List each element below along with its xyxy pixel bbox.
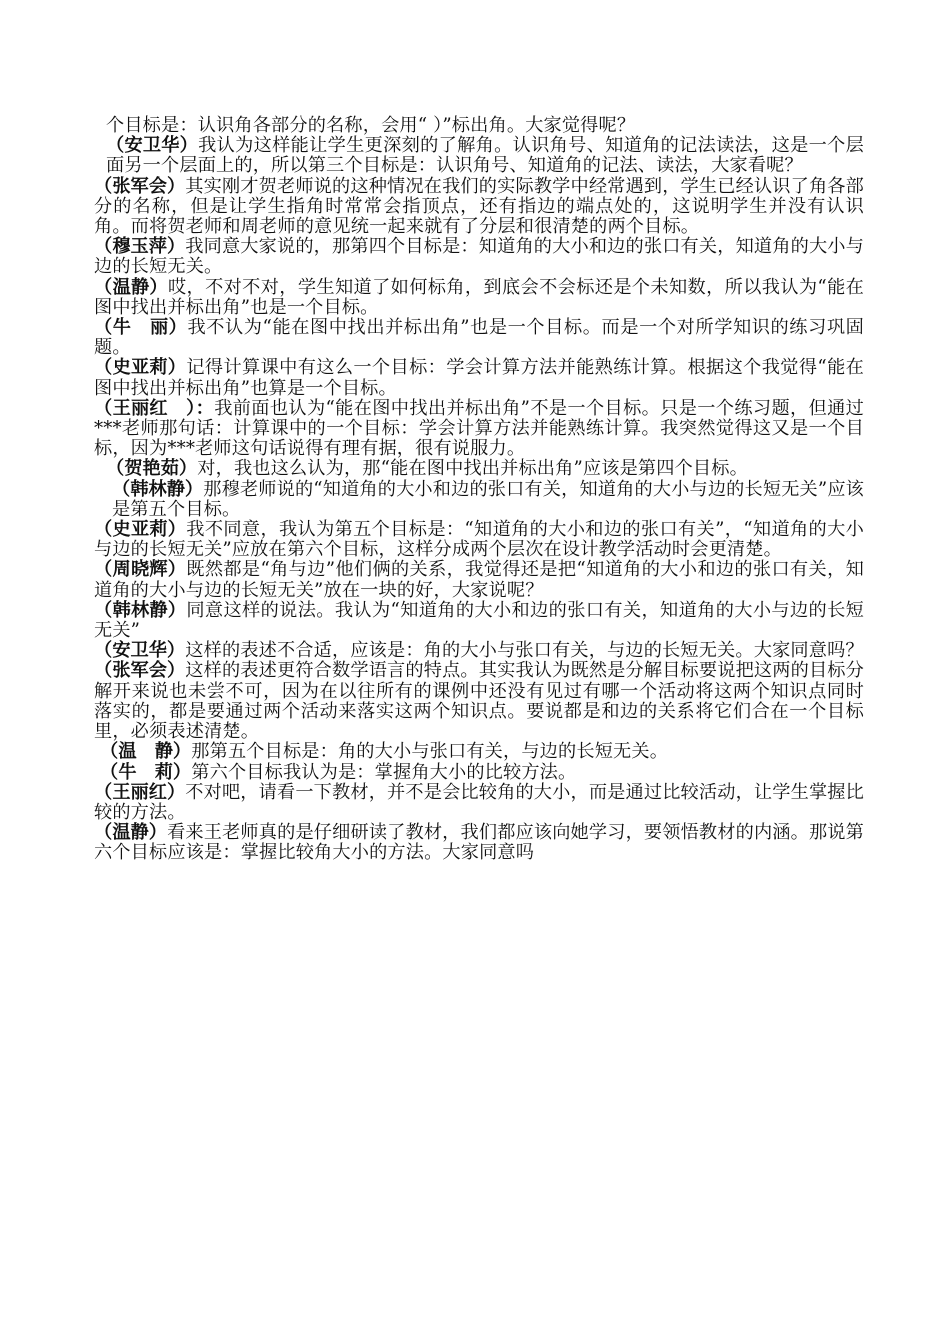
speaker-name: 史亚莉 [112,357,168,379]
paragraph: （韩林静）那穆老师说的“知道角的大小和边的张口有关，知道角的大小与边的长短无关”应该是第五个目标。 [112,478,864,520]
paragraph-text: 记得计算课中有这么一个目标：学会计算方法并能熟练计算。根据这个我觉得“能在图中找出并标出角”也算是一个目标。 [94,357,864,399]
speaker-name: 安卫华 [112,640,167,662]
paragraph: （韩林静）同意这样的说法。我认为“知道角的大小和边的张口有关，知道角的大小与边的长短无关” [94,599,864,642]
paragraph-text: 同意这样的说法。我认为“知道角的大小和边的张口有关，知道角的大小与边的长短无关” [94,599,864,642]
paragraph: （安卫华）这样的表述不合适，应该是：角的大小与张口有关，与边的长短无关。大家同意吗？ [94,640,864,662]
paragraph: （张军会）这样的表述更符合数学语言的特点。其实我认为既然是分解目标要说把这两的目标分解开来说也未尝不可，因为在以往所有的课例中还没有见过有哪一个活动将这两个知识点同时落实的，都是要通过两个活动来落实这两个知识点。要说都是和边的关系将它们合在一个目标里，必须表述清楚。 [94,660,864,743]
speaker-name: 韩林静 [112,599,168,621]
paragraph: （史亚莉）记得计算课中有这么一个目标：学会计算方法并能熟练计算。根据这个我觉得“能在图中找出并标出角”也算是一个目标。 [94,357,864,399]
speaker-name: 周晓辉 [112,559,168,581]
paragraph-text: 其实刚才贺老师说的这种情况在我们的实际教学中经常遇到，学生已经认识了角各部分的名称，但是让学生指角时常常会指顶点，还有指边的端点处的，这说明学生并没有认识角。而将贺老师和周老师的意见统一起来就有了分层和很清楚的两个目标。 [94,175,864,238]
paragraph-text: 那穆老师说的“知道角的大小和边的张口有关，知道角的大小与边的长短无关”应该是第五个目标。 [112,478,864,520]
paragraph: （史亚莉）我不同意，我认为第五个目标是：“知道角的大小和边的张口有关”，“知道角的大小与边的长短无关”应放在第六个目标，这样分成两个层次在设计教学活动时会更清楚。 [94,519,864,561]
paragraph: （王丽红）不对吧，请看一下教材，并不是会比较角的大小，而是通过比较活动，让学生掌握比较的方法。 [94,781,864,823]
paragraph-text: 这样的表述更符合数学语言的特点。其实我认为既然是分解目标要说把这两的目标分解开来说也未尝不可，因为在以往所有的课例中还没有见过有哪一个活动将这两个知识点同时落实的，都是要通过两个活动来落实这两个知识点。要说都是和边的关系将它们合在一个目标里，必须表述清楚。 [94,660,864,743]
speaker-name: 张军会 [112,660,167,682]
paragraph-text: 那第五个目标是：角的大小与张口有关，与边的长短无关。 [191,741,669,763]
paragraph-text: 我同意大家说的，那第四个目标是：知道角的大小和边的张口有关，知道角的大小与边的长短无关。 [94,236,864,278]
opening-line: 个目标是：认识角各部分的名称，会用“ ）”标出角。大家觉得呢？ [106,115,636,136]
speaker-name: 安卫华 [124,135,180,157]
paragraph-text: 对，我也这么认为，那“能在图中找出并标出角”应该是第四个目标。 [197,458,748,480]
paragraph-text: 既然都是“角与边”他们俩的关系，我觉得还是把“知道角的大小和边的张口有关，知道角的大小与边的长短无关”放在一块的好，大家说呢？ [94,559,864,601]
paragraph: （温 静）那第五个目标是：角的大小与张口有关，与边的长短无关。 [100,741,669,763]
paragraph: （牛 莉）第六个目标我认为是：掌握角大小的比较方法。 [100,761,577,783]
speaker-name: 温静 [112,276,150,298]
paragraph: （穆玉萍）我同意大家说的，那第四个目标是：知道角的大小和边的张口有关，知道角的大小与边的长短无关。 [94,236,864,278]
paragraph: （温静）哎，不对不对，学生知道了如何标角，到底会不会标还是个未知数，所以我认为“能在图中找出并标出角”也是一个目标。 [94,276,864,318]
paragraph: （牛 丽）我不认为“能在图中找出并标出角”也是一个目标。而是一个对所学知识的练习巩固题。 [94,317,864,359]
speaker-name: 韩林静 [130,478,185,500]
document-page [94,116,864,864]
paragraph-text: 我认为这样能让学生更深刻的了解角。认识角号、知道角的记法读法，这是一个层面另一个层面上的，所以第三个目标是：认识角号、知道角的记法、读法，大家看呢？ [106,135,865,177]
paragraph: （周晓辉）既然都是“角与边”他们俩的关系，我觉得还是把“知道角的大小和边的张口有关，知道角的大小与边的长短无关”放在一块的好，大家说呢？ [94,559,864,601]
paragraph: （张军会）其实刚才贺老师说的这种情况在我们的实际教学中经常遇到，学生已经认识了角各部分的名称，但是让学生指角时常常会指顶点，还有指边的端点处的，这说明学生并没有认识角。而将贺老师和周老师的意见统一起来就有了分层和很清楚的两个目标。 [94,175,864,238]
paragraph: （贺艳茹）对，我也这么认为，那“能在图中找出并标出角”应该是第四个目标。 [106,458,748,480]
paragraph-text: 我前面也认为“能在图中找出并标出角”不是一个目标。只是一个练习题，但通过***老师那句话：计算课中的一个目标：学会计算方法并能熟练计算。我突然觉得这又是一个目标，因为***老师这句话说得有理有据，很有说服力。 [94,397,865,460]
speaker-name: 牛 莉 [118,761,173,783]
paragraph-text: 不对吧，请看一下教材，并不是会比较角的大小，而是通过比较活动，让学生掌握比较的方法。 [94,781,864,823]
speaker-name: 温 静 [118,741,173,763]
paragraph-text: 我不认为“能在图中找出并标出角”也是一个目标。而是一个对所学知识的练习巩固题。 [94,317,864,359]
speaker-name: 贺艳茹 [124,458,179,480]
paragraph: （王丽红 ）：我前面也认为“能在图中找出并标出角”不是一个目标。只是一个练习题，但通过***老师那句话：计算课中的一个目标：学会计算方法并能熟练计算。我突然觉得这又是一个目标，因为***老师这句话说得有理有据，很有说服力。 [94,397,865,460]
speaker-name: 张军会 [112,175,167,197]
paragraph-text: 看来王老师真的是仔细研读了教材，我们都应该向她学习，要领悟教材的内涵。那说第六个目标应该是：掌握比较角大小的方法。大家同意吗 [94,822,864,864]
speaker-name: 穆玉萍 [112,236,167,258]
paragraph-text: 我不同意，我认为第五个目标是：“知道角的大小和边的张口有关”，“知道角的大小与边的长短无关”应放在第六个目标，这样分成两个层次在设计教学活动时会更清楚。 [94,519,864,561]
paragraph-text: 第六个目标我认为是：掌握角大小的比较方法。 [191,761,577,783]
paragraph-text: 哎，不对不对，学生知道了如何标角，到底会不会标还是个未知数，所以我认为“能在图中找出并标出角”也是一个目标。 [94,276,864,318]
paragraph: （温静）看来王老师真的是仔细研读了教材，我们都应该向她学习，要领悟教材的内涵。那说第六个目标应该是：掌握比较角大小的方法。大家同意吗 [94,822,864,864]
paragraph-text: 这样的表述不合适，应该是：角的大小与张口有关，与边的长短无关。大家同意吗？ [185,640,864,662]
paragraph: （安卫华）我认为这样能让学生更深刻的了解角。认识角号、知道角的记法读法，这是一个层面另一个层面上的，所以第三个目标是：认识角号、知道角的记法、读法，大家看呢？ [106,135,865,177]
speaker-name: 王丽红 [112,781,167,803]
speaker-name: 史亚莉 [112,519,168,541]
speaker-name: 王丽红 [112,397,187,419]
speaker-name: 牛 丽 [112,317,169,339]
speaker-name: 温静 [112,822,149,844]
